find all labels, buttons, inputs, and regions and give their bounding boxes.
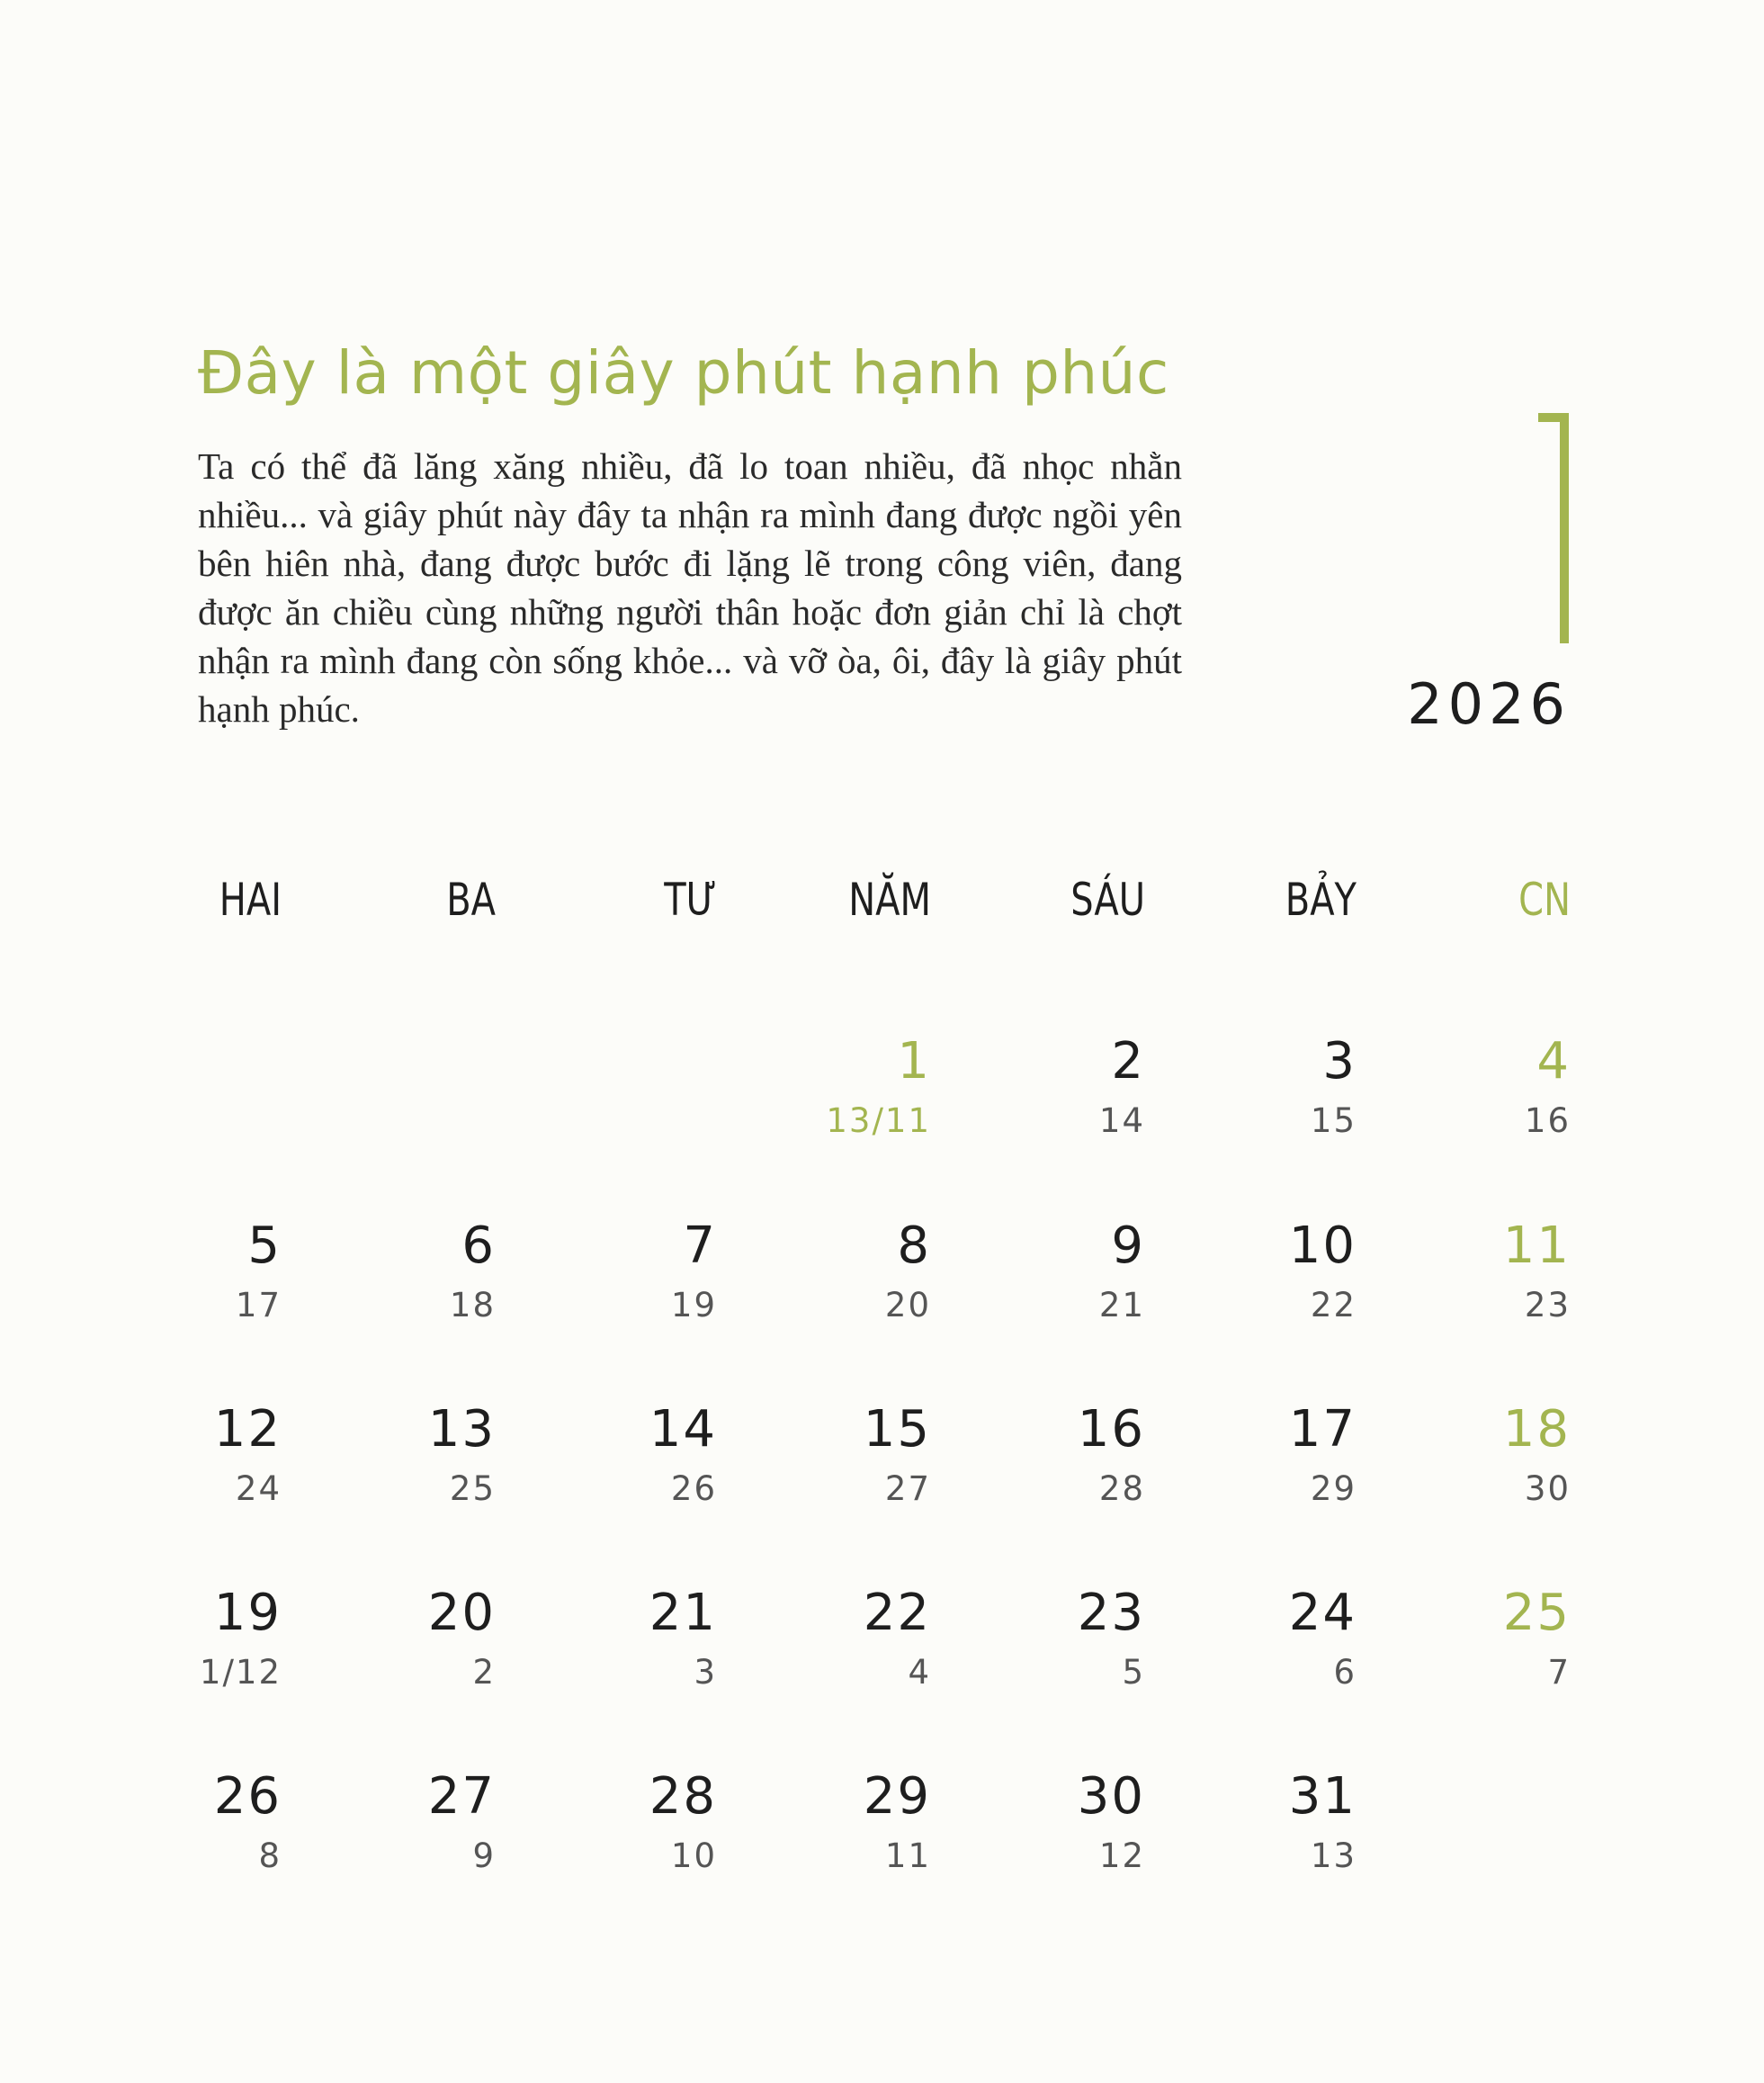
solar-day: 25: [1502, 1584, 1571, 1642]
day-cell: [84, 1215, 282, 1350]
day-cell: [733, 1215, 931, 1350]
day-cell: [733, 1765, 931, 1900]
solar-day: 18: [1502, 1400, 1571, 1459]
lunar-day: 17: [235, 1286, 282, 1324]
day-cell: [1373, 1582, 1571, 1717]
lunar-day: 22: [1310, 1286, 1357, 1324]
lunar-day: 24: [235, 1469, 282, 1508]
day-cell: [519, 1215, 717, 1350]
solar-day: 14: [649, 1400, 717, 1459]
lunar-day: 6: [1333, 1653, 1357, 1692]
day-cell: [733, 1398, 931, 1533]
solar-day: 7: [683, 1217, 717, 1275]
solar-day: 4: [1536, 1032, 1571, 1091]
lunar-day: 13/11: [826, 1101, 931, 1140]
day-cell: [733, 1582, 931, 1717]
lunar-day: 2: [472, 1653, 496, 1692]
day-cell: [519, 1765, 717, 1900]
lunar-day: 20: [884, 1286, 931, 1324]
day-cell: [519, 1582, 717, 1717]
day-cell: [947, 1765, 1145, 1900]
day-cell: [733, 1030, 931, 1165]
solar-day: 31: [1288, 1767, 1357, 1826]
solar-day: 9: [1111, 1217, 1145, 1275]
quote-text: Ta có thể đã lăng xăng nhiều, đã lo toan nhiều, đã nhọc nhằn nhiều... và giây phút này đây ta nhận ra mình đang được ngồi yên bên hiên nhà, đang được bước đi lặng lẽ trong công viên, đang được ăn chiều cùng những người thân hoặc đơn giản chỉ là chợt nhận ra mình đang còn sống khỏe... và vỡ òa, ôi, đây là giây phút hạnh phúc.: [198, 445, 1182, 730]
solar-day: 24: [1288, 1584, 1357, 1642]
lunar-day: 3: [694, 1653, 717, 1692]
lunar-day: 18: [449, 1286, 496, 1324]
solar-day: 28: [649, 1767, 717, 1826]
solar-day: 5: [247, 1217, 282, 1275]
solar-day: 1: [897, 1032, 931, 1091]
month-mark-stem: [1560, 413, 1569, 643]
weekday-1: HAI: [219, 874, 282, 926]
weekday-7: CN: [1518, 874, 1571, 926]
lunar-day: 11: [884, 1836, 931, 1875]
weekday-5: SÁU: [1070, 874, 1145, 926]
solar-day: 21: [649, 1584, 717, 1642]
year-label: 2026: [1407, 671, 1571, 737]
lunar-day: 19: [670, 1286, 717, 1324]
page-title: Đây là một giây phút hạnh phúc: [198, 338, 1169, 408]
day-cell: [298, 1765, 496, 1900]
lunar-day: 10: [670, 1836, 717, 1875]
month-one-mark: [1538, 413, 1569, 643]
solar-day: 6: [461, 1217, 496, 1275]
lunar-day: 15: [1310, 1101, 1357, 1140]
lunar-day: 14: [1098, 1101, 1145, 1140]
lunar-day: 13: [1310, 1836, 1357, 1875]
day-cell: [298, 1215, 496, 1350]
lunar-day: 1/12: [199, 1653, 282, 1692]
solar-day: 30: [1077, 1767, 1145, 1826]
solar-day: 23: [1077, 1584, 1145, 1642]
day-cell: [1159, 1765, 1357, 1900]
lunar-day: 25: [449, 1469, 496, 1508]
day-cell: [1373, 1215, 1571, 1350]
solar-day: 10: [1288, 1217, 1357, 1275]
day-cell: [1159, 1398, 1357, 1533]
weekday-4: NĂM: [848, 874, 931, 926]
lunar-day: 26: [670, 1469, 717, 1508]
solar-day: 29: [863, 1767, 931, 1826]
solar-day: 16: [1077, 1400, 1145, 1459]
lunar-day: 12: [1098, 1836, 1145, 1875]
weekday-3: TƯ: [664, 874, 717, 926]
day-cell: [84, 1398, 282, 1533]
lunar-day: 27: [884, 1469, 931, 1508]
lunar-day: 7: [1547, 1653, 1571, 1692]
day-cell: [1159, 1582, 1357, 1717]
solar-day: 26: [213, 1767, 282, 1826]
solar-day: 20: [427, 1584, 496, 1642]
day-cell: [947, 1582, 1145, 1717]
day-cell: [947, 1398, 1145, 1533]
solar-day: 17: [1288, 1400, 1357, 1459]
day-cell: [947, 1215, 1145, 1350]
lunar-day: 5: [1122, 1653, 1145, 1692]
solar-day: 27: [427, 1767, 496, 1826]
day-cell: [947, 1030, 1145, 1165]
solar-day: 11: [1502, 1217, 1571, 1275]
lunar-day: 4: [908, 1653, 931, 1692]
solar-day: 22: [863, 1584, 931, 1642]
solar-day: 19: [213, 1584, 282, 1642]
solar-day: 8: [897, 1217, 931, 1275]
day-cell: [1373, 1030, 1571, 1165]
lunar-day: 9: [472, 1836, 496, 1875]
lunar-day: 23: [1524, 1286, 1571, 1324]
day-cell: [519, 1398, 717, 1533]
solar-day: 15: [863, 1400, 931, 1459]
solar-day: 3: [1322, 1032, 1357, 1091]
day-cell: [1159, 1030, 1357, 1165]
lunar-day: 29: [1310, 1469, 1357, 1508]
weekday-2: BA: [446, 874, 496, 926]
day-cell: [1159, 1215, 1357, 1350]
lunar-day: 16: [1524, 1101, 1571, 1140]
lunar-day: 28: [1098, 1469, 1145, 1508]
weekday-6: BẢY: [1285, 874, 1357, 926]
solar-day: 12: [213, 1400, 282, 1459]
day-cell: [298, 1398, 496, 1533]
day-cell: [84, 1582, 282, 1717]
day-cell: [84, 1765, 282, 1900]
lunar-day: 8: [258, 1836, 282, 1875]
lunar-day: 21: [1098, 1286, 1145, 1324]
solar-day: 13: [427, 1400, 496, 1459]
lunar-day: 30: [1524, 1469, 1571, 1508]
solar-day: 2: [1111, 1032, 1145, 1091]
day-cell: [1373, 1398, 1571, 1533]
day-cell: [298, 1582, 496, 1717]
